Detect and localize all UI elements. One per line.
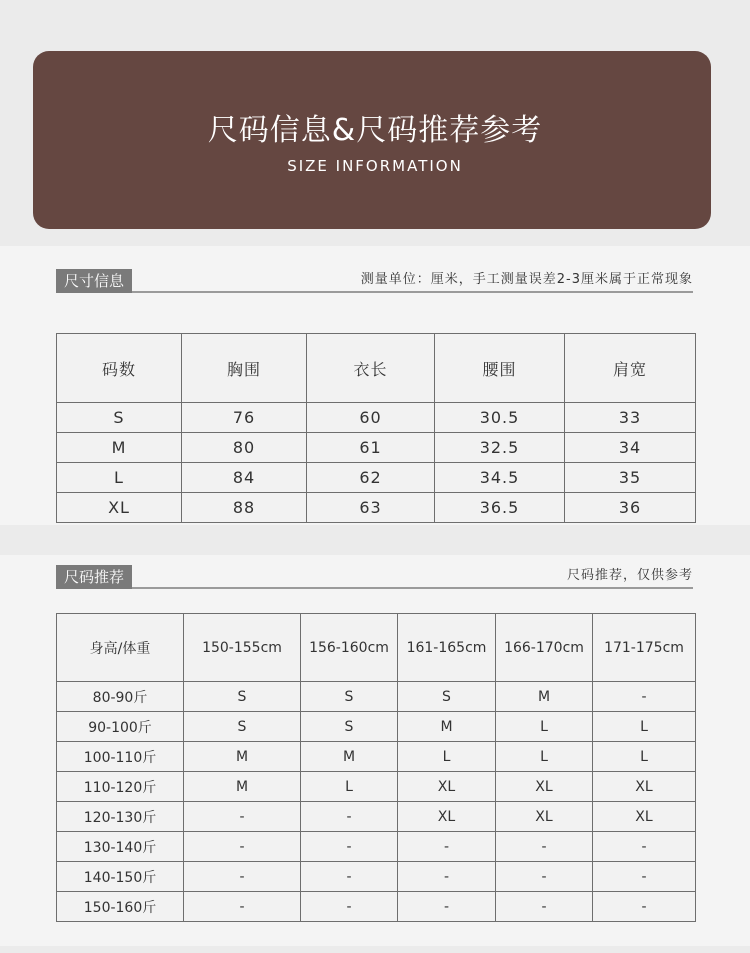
table-cell: XL: [496, 802, 593, 832]
table-cell: M: [496, 682, 593, 712]
table-cell: L: [496, 742, 593, 772]
table-cell: 34: [565, 433, 696, 463]
recommendation-row: [57, 742, 696, 772]
table-cell: S: [184, 682, 301, 712]
recommendation-row: [57, 802, 696, 832]
rec-section-tag: 尺码推荐: [56, 565, 132, 589]
table-cell: 62: [307, 463, 435, 493]
table-cell: -: [593, 862, 696, 892]
table-cell: 88: [182, 493, 307, 523]
table-cell: -: [301, 832, 398, 862]
row-label-cell: 140-150斤: [57, 862, 184, 892]
table-cell: M: [184, 742, 301, 772]
table-cell: 61: [307, 433, 435, 463]
table-cell: S: [301, 682, 398, 712]
column-header: 肩宽: [565, 334, 696, 403]
table-header-row: [57, 614, 696, 682]
column-header: 161-165cm: [398, 614, 496, 682]
column-header: 身高/体重: [57, 614, 184, 682]
row-label-cell: 130-140斤: [57, 832, 184, 862]
recommendation-table: [56, 613, 696, 922]
row-label-cell: 80-90斤: [57, 682, 184, 712]
table-cell: L: [496, 712, 593, 742]
row-label-cell: XL: [57, 493, 182, 523]
recommendation-row: [57, 832, 696, 862]
table-cell: -: [496, 832, 593, 862]
table-cell: -: [184, 862, 301, 892]
table-cell: M: [301, 742, 398, 772]
table-cell: XL: [398, 772, 496, 802]
recommendation-row: [57, 892, 696, 922]
table-cell: -: [593, 682, 696, 712]
row-label-cell: L: [57, 463, 182, 493]
row-label-cell: M: [57, 433, 182, 463]
size-row: [57, 493, 696, 523]
table-cell: -: [496, 892, 593, 922]
table-cell: 30.5: [435, 403, 565, 433]
row-label-cell: 120-130斤: [57, 802, 184, 832]
table-cell: 76: [182, 403, 307, 433]
column-header: 166-170cm: [496, 614, 593, 682]
rec-section-header: [56, 565, 693, 589]
row-label-cell: 110-120斤: [57, 772, 184, 802]
table-cell: -: [398, 832, 496, 862]
table-cell: S: [398, 682, 496, 712]
table-cell: XL: [496, 772, 593, 802]
table-cell: 60: [307, 403, 435, 433]
table-cell: XL: [593, 772, 696, 802]
banner-subtitle: SIZE INFORMATION: [287, 157, 463, 175]
table-cell: S: [301, 712, 398, 742]
table-cell: M: [184, 772, 301, 802]
table-cell: 36: [565, 493, 696, 523]
table-cell: L: [593, 742, 696, 772]
size-section-note: 测量单位：厘米，手工测量误差2-3厘米属于正常现象: [360, 272, 693, 287]
table-cell: -: [301, 862, 398, 892]
table-cell: -: [398, 892, 496, 922]
size-row: [57, 433, 696, 463]
size-table: [56, 333, 696, 523]
table-cell: L: [301, 772, 398, 802]
column-header: 码数: [57, 334, 182, 403]
size-row: [57, 463, 696, 493]
table-cell: 32.5: [435, 433, 565, 463]
table-cell: 63: [307, 493, 435, 523]
row-label-cell: 100-110斤: [57, 742, 184, 772]
table-header-row: [57, 334, 696, 403]
recommendation-row: [57, 772, 696, 802]
column-header: 胸围: [182, 334, 307, 403]
column-header: 156-160cm: [301, 614, 398, 682]
table-cell: -: [593, 892, 696, 922]
table-cell: S: [184, 712, 301, 742]
banner-title: 尺码信息&尺码推荐参考: [207, 113, 543, 148]
table-cell: -: [184, 802, 301, 832]
table-cell: XL: [398, 802, 496, 832]
table-cell: -: [496, 862, 593, 892]
recommendation-row: [57, 682, 696, 712]
table-cell: -: [184, 832, 301, 862]
column-header: 腰围: [435, 334, 565, 403]
table-cell: XL: [593, 802, 696, 832]
table-cell: 80: [182, 433, 307, 463]
table-cell: L: [398, 742, 496, 772]
table-cell: -: [301, 802, 398, 832]
size-section-tag: 尺寸信息: [56, 269, 132, 293]
table-cell: -: [184, 892, 301, 922]
recommendation-row: [57, 862, 696, 892]
recommendation-row: [57, 712, 696, 742]
row-label-cell: 90-100斤: [57, 712, 184, 742]
rec-section-note: 尺码推荐，仅供参考: [566, 568, 693, 583]
table-cell: 36.5: [435, 493, 565, 523]
size-section-header: [56, 269, 693, 293]
column-header: 衣长: [307, 334, 435, 403]
table-cell: -: [301, 892, 398, 922]
table-cell: -: [398, 862, 496, 892]
size-row: [57, 403, 696, 433]
table-cell: M: [398, 712, 496, 742]
table-cell: L: [593, 712, 696, 742]
table-cell: 35: [565, 463, 696, 493]
table-cell: 84: [182, 463, 307, 493]
table-cell: 33: [565, 403, 696, 433]
column-header: 150-155cm: [184, 614, 301, 682]
table-cell: 34.5: [435, 463, 565, 493]
row-label-cell: 150-160斤: [57, 892, 184, 922]
column-header: 171-175cm: [593, 614, 696, 682]
table-cell: -: [593, 832, 696, 862]
row-label-cell: S: [57, 403, 182, 433]
